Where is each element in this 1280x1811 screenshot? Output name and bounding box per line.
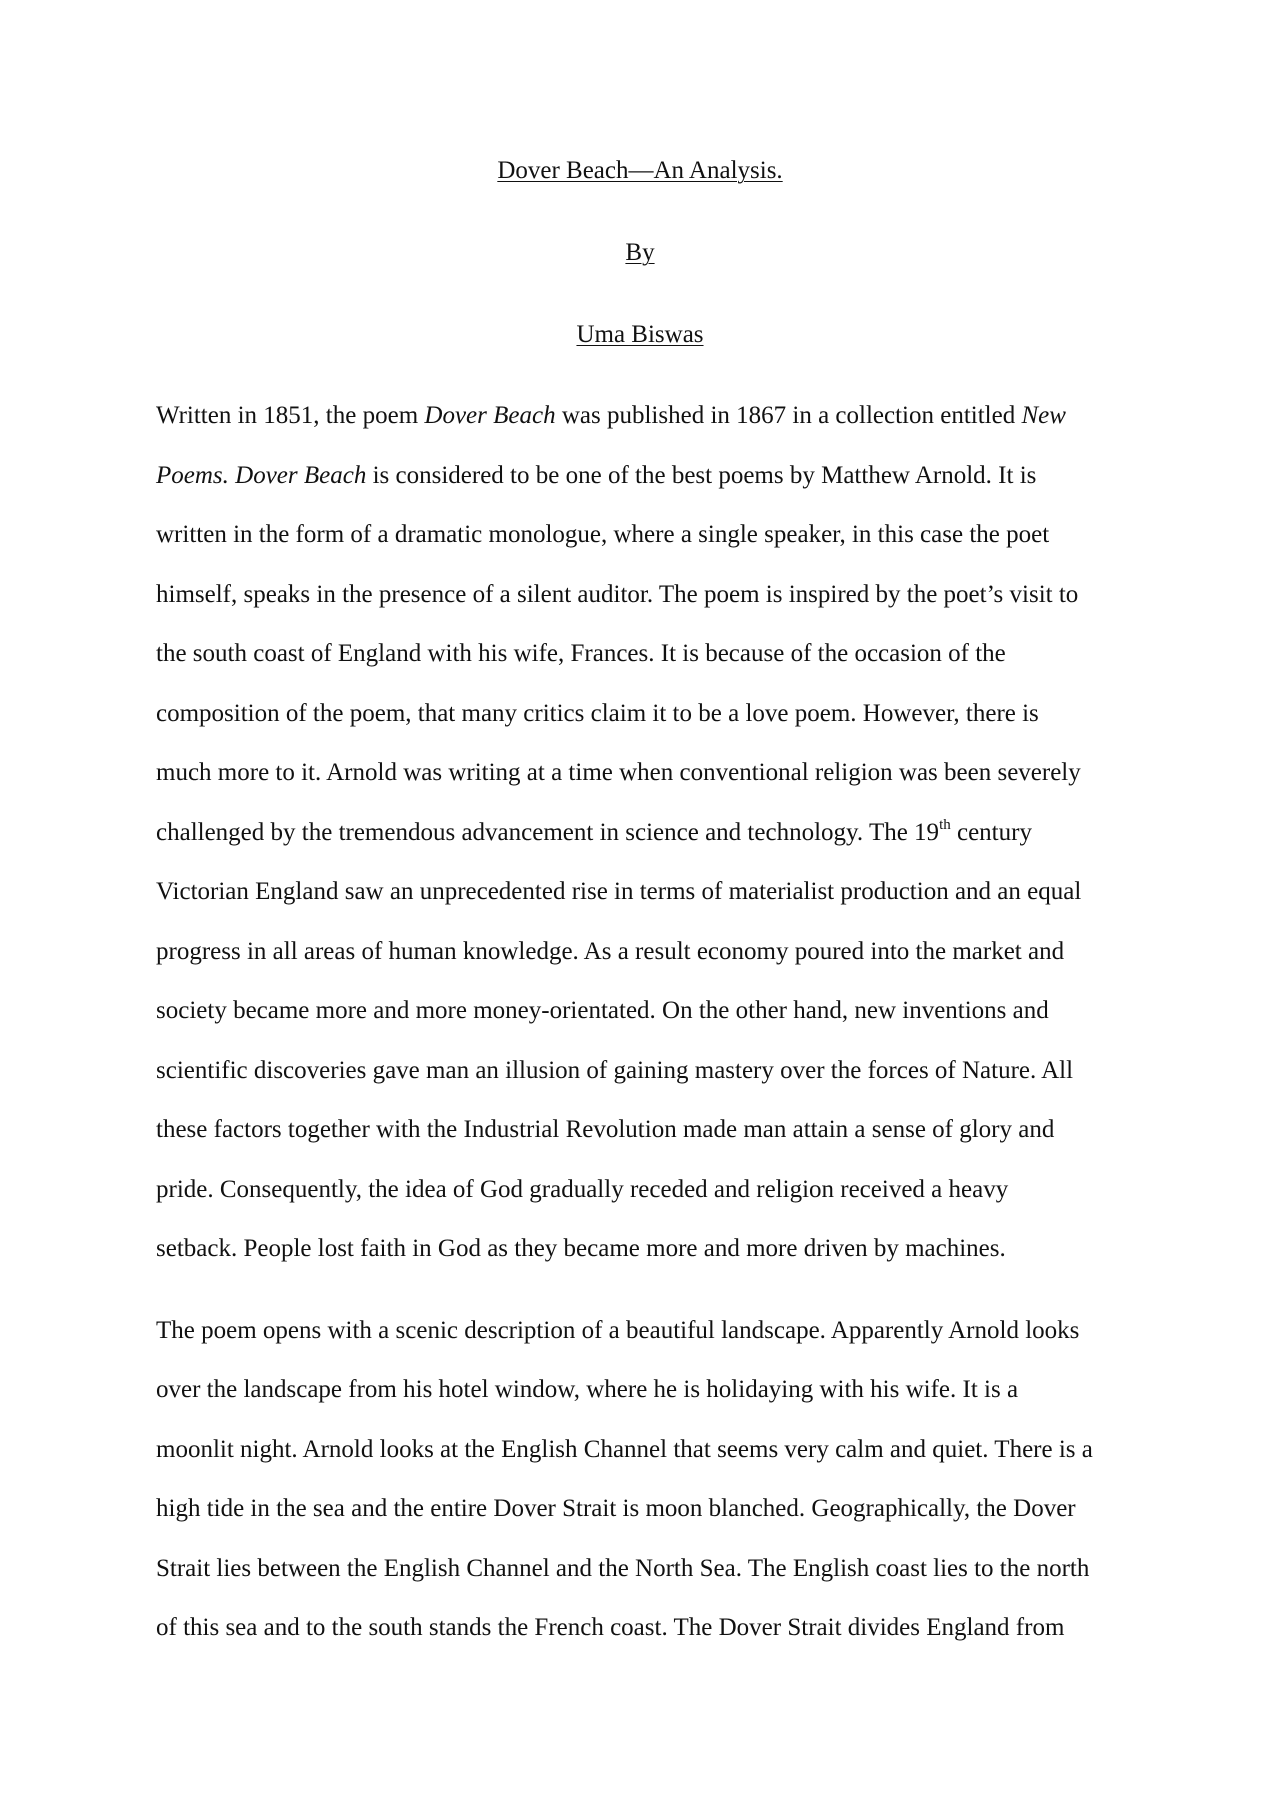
- text-run: Written in 1851, the poem: [156, 402, 425, 429]
- superscript: th: [939, 817, 951, 833]
- paragraph-1-line-12: scientific discoveries gave man an illusion of gaining mastery over the forces of Nature. All: [156, 1057, 1074, 1084]
- paragraph-1-line-4: himself, speaks in the presence of a silent auditor. The poem is inspired by the poet’s visit to: [156, 581, 1079, 608]
- paragraph-1-line-14: pride. Consequently, the idea of God gradually receded and religion received a heavy: [156, 1176, 1009, 1203]
- paragraph-1-line-13: these factors together with the Industrial Revolution made man attain a sense of glory and: [156, 1116, 1055, 1143]
- paragraph-2-line-3: moonlit night. Arnold looks at the English Channel that seems very calm and quiet. There is a: [156, 1436, 1093, 1463]
- paragraph-1-line-2: [156, 461, 1036, 491]
- text-run: challenged by the tremendous advancement in science and technology. The 19: [156, 819, 940, 846]
- paragraph-1-line-11: society became more and more money-orientated. On the other hand, new inventions and: [156, 997, 1049, 1024]
- byline: [0, 238, 1280, 268]
- paragraph-1-line-15: setback. People lost faith in God as they became more and more driven by machines.: [156, 1235, 1006, 1262]
- italic-run: New: [1021, 402, 1066, 429]
- italic-run: Poems. Dover Beach: [156, 462, 367, 489]
- paragraph-1-line-3: written in the form of a dramatic monologue, where a single speaker, in this case the poet: [156, 521, 1050, 548]
- text-run: is considered to be one of the best poems by Matthew Arnold. It is: [366, 462, 1037, 489]
- paragraph-2-line-1: The poem opens with a scenic description of a beautiful landscape. Apparently Arnold looks: [156, 1317, 1080, 1344]
- paragraph-2-line-5: Strait lies between the English Channel and the North Sea. The English coast lies to the north: [156, 1555, 1090, 1582]
- author-text: Uma Biswas: [576, 321, 704, 348]
- author-name: [0, 320, 1280, 350]
- text-run: century: [950, 819, 1032, 846]
- paragraph-1-line-6: composition of the poem, that many critics claim it to be a love poem. However, there is: [156, 700, 1039, 727]
- paragraph-1-line-7: much more to it. Arnold was writing at a time when conventional religion was been severely: [156, 759, 1081, 786]
- document-title: [0, 156, 1280, 186]
- paragraph-2-line-2: over the landscape from his hotel window, where he is holidaying with his wife. It is a: [156, 1376, 1019, 1403]
- paragraph-1-line-8: [156, 818, 1032, 848]
- italic-run: Dover Beach: [424, 402, 556, 429]
- paragraph-2-line-6: of this sea and to the south stands the French coast. The Dover Strait divides England from: [156, 1614, 1065, 1641]
- text-run: was published in 1867 in a collection entitled: [555, 402, 1022, 429]
- paragraph-1-line-9: Victorian England saw an unprecedented rise in terms of materialist production and an equal: [156, 878, 1082, 905]
- title-text: Dover Beach—An Analysis.: [497, 157, 783, 184]
- paragraph-1-line-5: the south coast of England with his wife, Frances. It is because of the occasion of the: [156, 640, 1006, 667]
- byline-text: By: [625, 239, 655, 266]
- paragraph-1-line-1: [156, 401, 1066, 431]
- paragraph-2-line-4: high tide in the sea and the entire Dover Strait is moon blanched. Geographically, the Dover: [156, 1495, 1076, 1522]
- paragraph-1-line-10: progress in all areas of human knowledge. As a result economy poured into the market and: [156, 938, 1065, 965]
